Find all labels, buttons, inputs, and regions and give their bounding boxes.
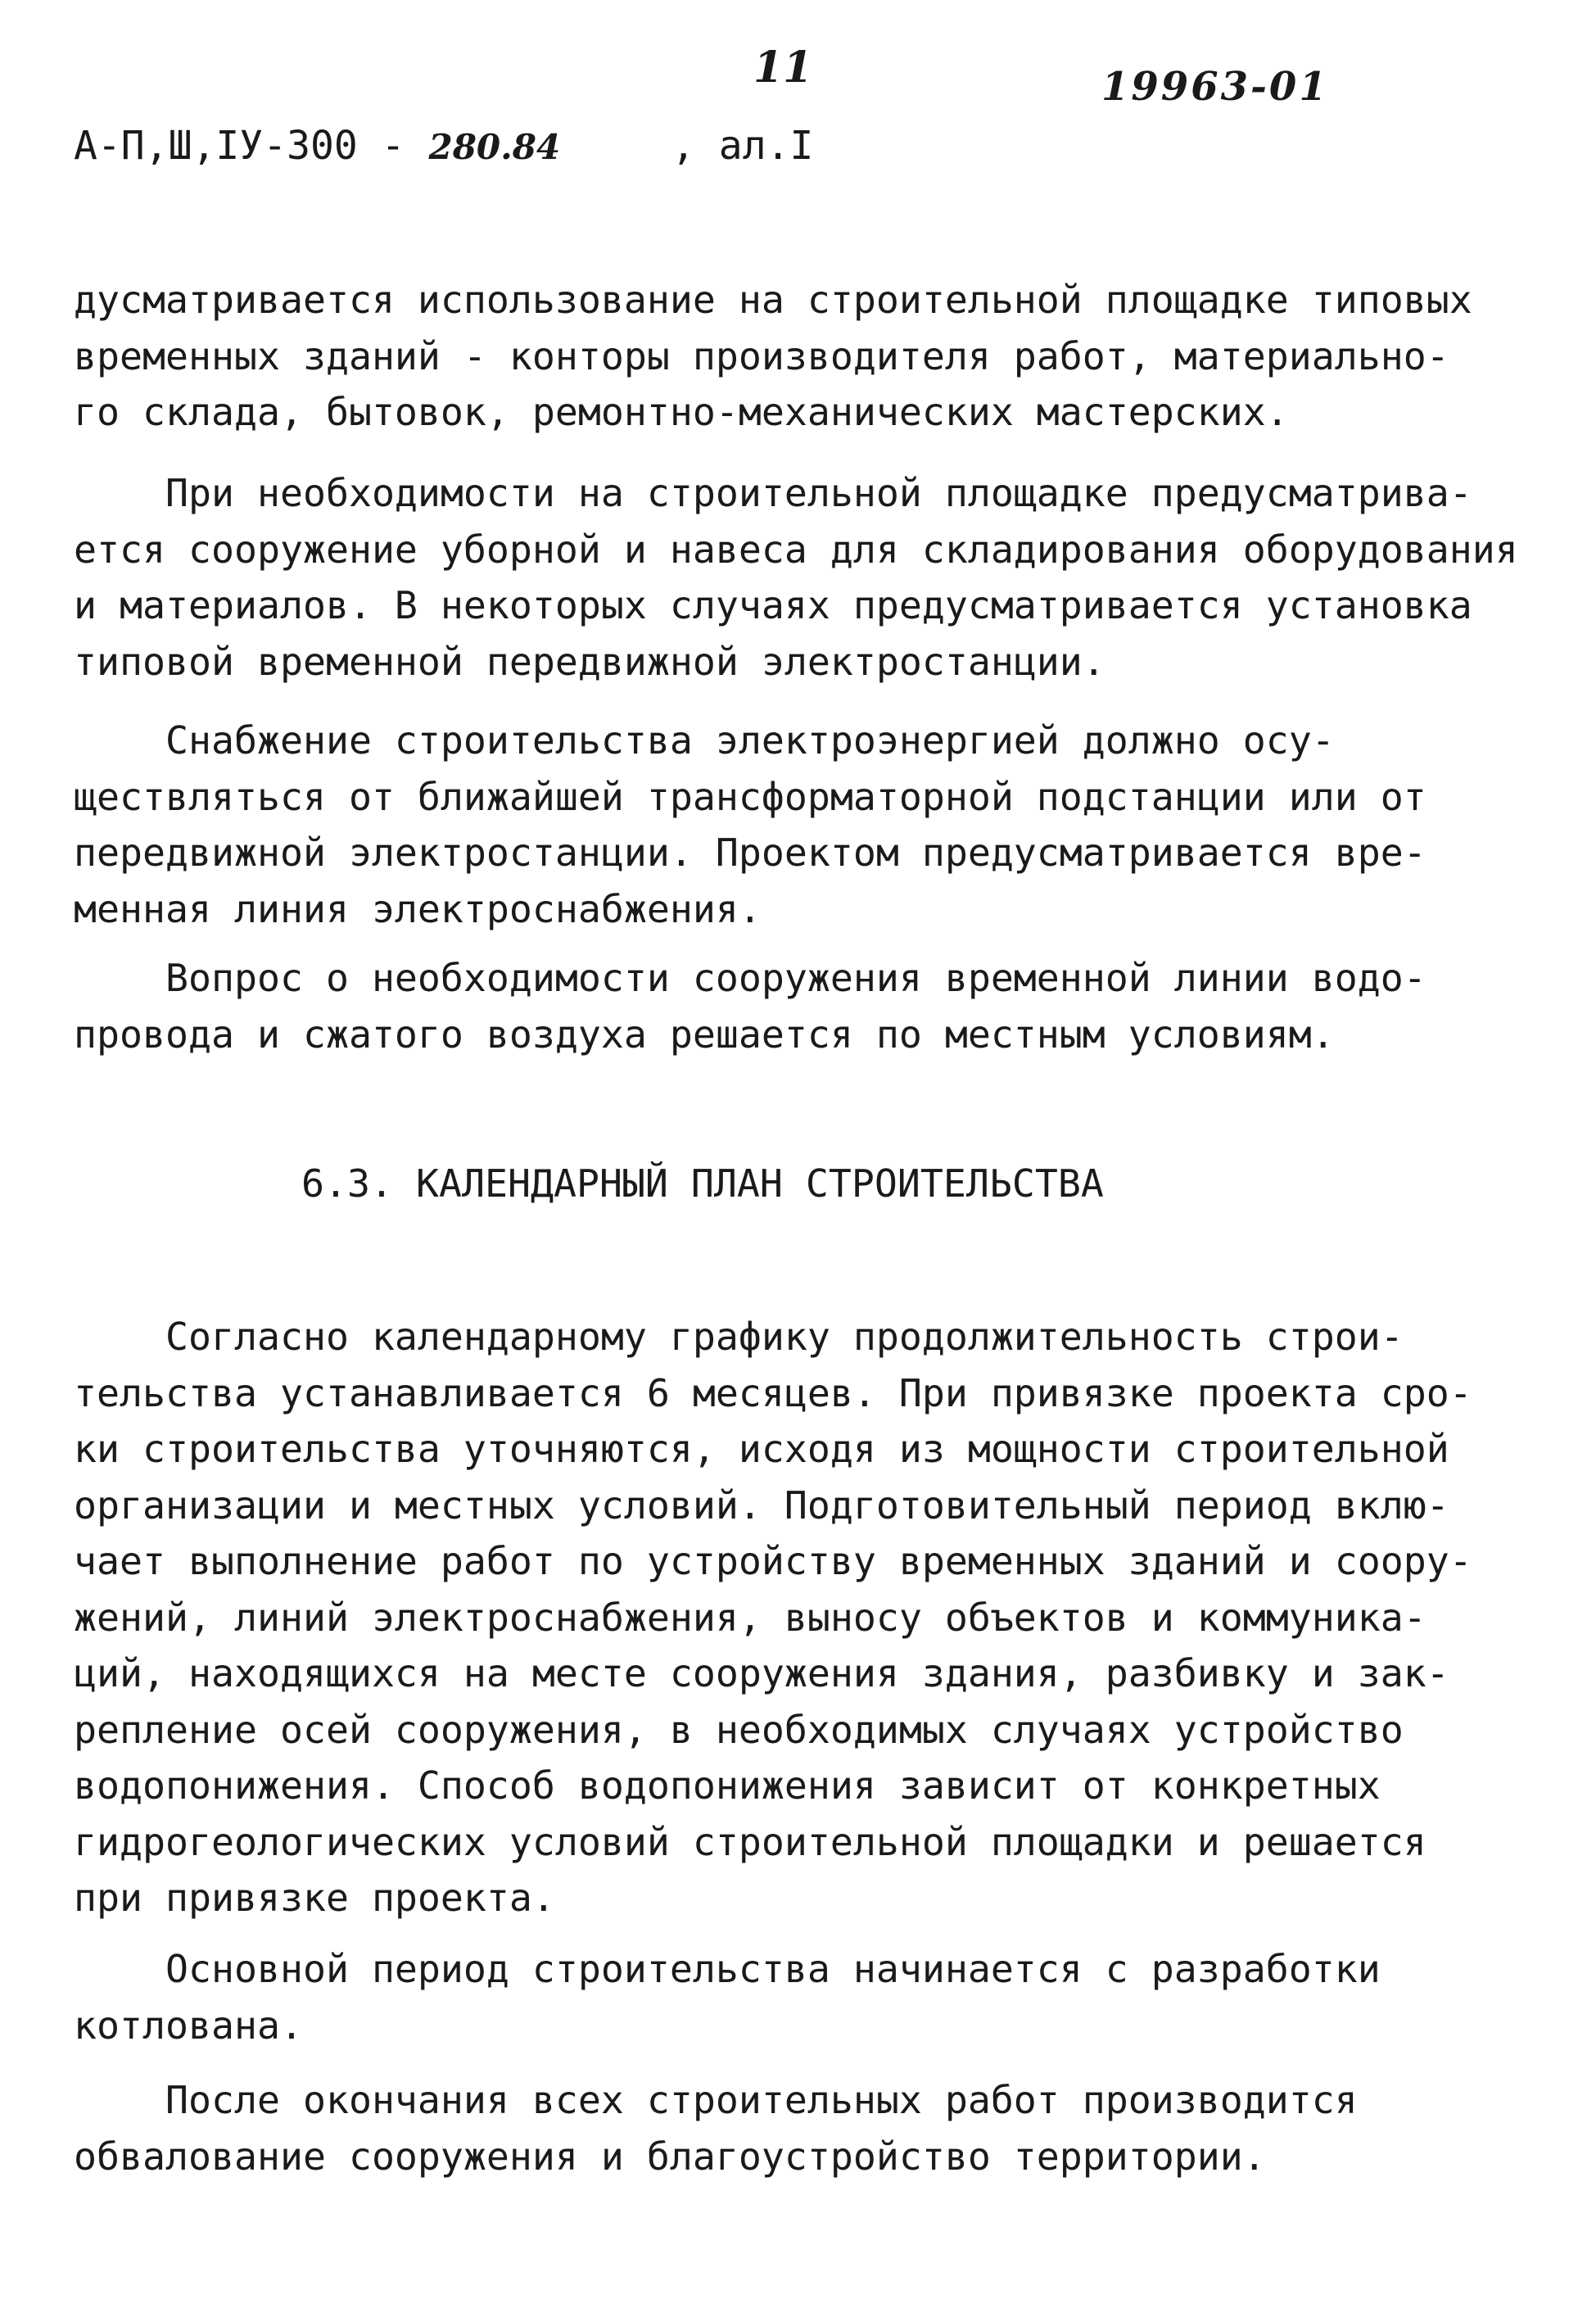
text-line: и материалов. В некоторых случаях предусматривается установка (74, 583, 1472, 627)
text-line: менная линия электроснабжения. (74, 886, 762, 931)
text-line: Согласно календарному графику продолжительность строи- (74, 1315, 1404, 1359)
document-header (74, 123, 814, 169)
paragraph (74, 950, 1523, 1062)
text-line: При необходимости на строительной площадке предусматрива- (74, 471, 1472, 515)
text-line: обвалование сооружения и благоустройство территории. (74, 2134, 1266, 2179)
text-line: временных зданий - конторы производителя работ, материально- (74, 333, 1449, 378)
paragraph (74, 713, 1523, 937)
document-number: 19963-01 (1101, 64, 1329, 110)
paragraph (74, 465, 1523, 690)
document-code: А-П,Ш,IУ-300 - (74, 123, 405, 169)
text-line: репление осей сооружения, в необходимых случаях устройство (74, 1707, 1404, 1752)
sheet-label: , ал.I (671, 123, 814, 169)
section-heading: 6.3. КАЛЕНДАРНЫЙ ПЛАН СТРОИТЕЛЬСТВА (301, 1161, 1104, 1206)
text-line: Снабжение строительства электроэнергией должно осу- (74, 718, 1335, 763)
text-line: После окончания всех строительных работ производится (74, 2078, 1358, 2122)
paragraph (74, 272, 1523, 441)
paragraph (74, 1941, 1523, 2053)
document-code-handwritten: 280.84 (428, 127, 561, 167)
text-line: водопонижения. Способ водопонижения зависит от конкретных (74, 1763, 1381, 1808)
text-line: чает выполнение работ по устройству временных зданий и соору- (74, 1539, 1472, 1583)
text-line: провода и сжатого воздуха решается по местным условиям. (74, 1012, 1335, 1057)
text-line: Основной период строительства начинается с разработки (74, 1947, 1381, 1991)
text-line: тельства устанавливается 6 месяцев. При привязке проекта сро- (74, 1370, 1472, 1415)
text-line: типовой временной передвижной электростанции. (74, 639, 1105, 684)
text-line: передвижной электростанции. Проектом предусматривается вре- (74, 831, 1426, 875)
text-line: Вопрос о необходимости сооружения временной линии водо- (74, 956, 1426, 1000)
text-line: дусматривается использование на строительной площадке типовых (74, 278, 1472, 322)
text-line: ки строительства уточняются, исходя из мощности строительной (74, 1427, 1449, 1471)
text-line: ций, находящихся на месте сооружения здания, разбивку и зак- (74, 1651, 1449, 1695)
text-line: ществляться от ближайшей трансформаторной подстанции или от (74, 774, 1426, 819)
text-line: котлована. (74, 2003, 303, 2048)
text-line: при привязке проекта. (74, 1876, 555, 1920)
page-number: 11 (753, 43, 813, 93)
text-line: гидрогеологических условий строительной площадки и решается (74, 1819, 1426, 1864)
paragraph (74, 1309, 1523, 1926)
text-line: организации и местных условий. Подготовительный период вклю- (74, 1482, 1449, 1528)
text-line: го склада, бытовок, ремонтно-механических мастерских. (74, 390, 1289, 434)
paragraph (74, 2072, 1523, 2184)
text-line: жений, линий электроснабжения, выносу объектов и коммуника- (74, 1595, 1426, 1640)
text-line: ется сооружение уборной и навеса для складирования оборудования (74, 527, 1518, 572)
